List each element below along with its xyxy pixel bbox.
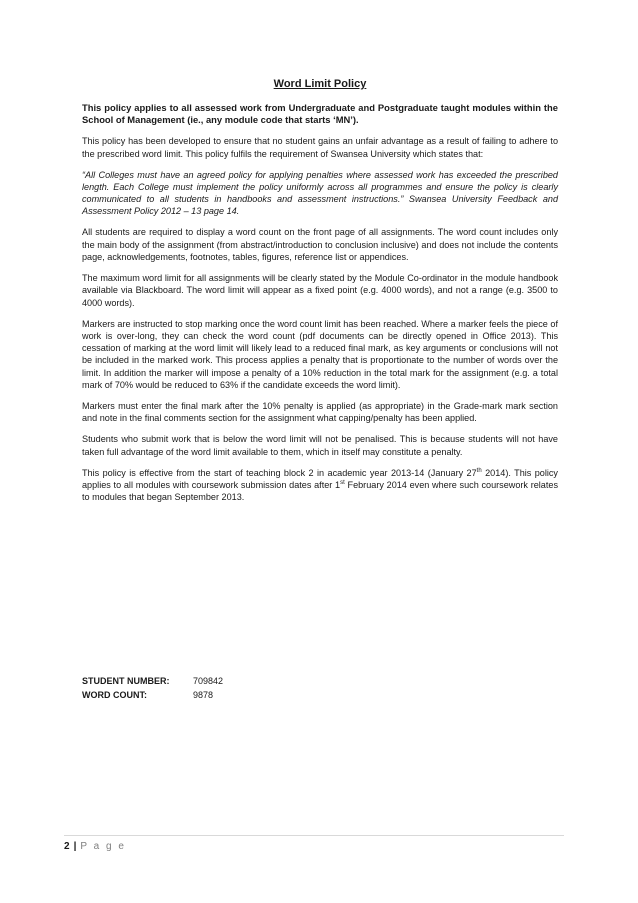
policy-paragraph-final-mark: Markers must enter the final mark after the 10% penalty is applied (as appropriate) in the Grade-mark mark section and note in the final comments section for the assignment what capping/penalty has been applied. <box>82 401 558 424</box>
policy-paragraph-word-count: All students are required to display a word count on the front page of all assignments. The word count includes only the main body of the assignment (from abstract/introduction to conclusion inclusive) and does not include the contents page, acknowledgements, footnotes, tables, figures, reference list or appendices. <box>82 227 558 263</box>
policy-title: Word Limit Policy <box>273 78 367 90</box>
footer-divider <box>64 835 564 836</box>
policy-paragraph-below-limit: Students who submit work that is below the word limit will not be penalised. This is because students will not have taken full advantage of the word limit available to them, which in itself may constitute a penalty. <box>82 434 558 457</box>
policy-paragraph-markers: Markers are instructed to stop marking once the word count limit has been reached. Where a marker feels the piece of work is over-long, they can check the word count (pdf documents can be directly opened in Office 2013). This cessation of marking at the word limit will likely lead to a reduced final mark, as key arguments or conclusions will not be included in the marked work. This process applies a penalty that is proportionate to the number of words over the limit. In addition the marker will impose a penalty of a 10% reduction in the total mark for the assignment (e.g. a total mark of 70% would be reduced to 63% if the candidate exceeds the word limit). <box>82 318 558 391</box>
page-number: 2 <box>64 841 70 852</box>
student-number-row <box>82 674 223 688</box>
policy-paragraph-quote: “All Colleges must have an agreed policy for applying penalties where assessed work has exceeded the prescribed length. Each College must implement the policy uniformly across all programmes and ensure the policy is clearly communicated to all students in handbooks and assessment instructions.” Swansea University Feedback and Assessment Policy 2012 – 13 page 14. <box>82 169 558 217</box>
effective-text-c: February 2014 even where such coursework relates to modules that began September 2013. <box>82 479 558 503</box>
page-separator: | <box>73 841 77 852</box>
student-number-label: STUDENT NUMBER: <box>82 676 170 686</box>
word-count-label: WORD COUNT: <box>82 690 147 700</box>
policy-paragraph-purpose: This policy has been developed to ensure that no student gains an unfair advantage as a result of failing to adhere to the prescribed word limit. This policy fulfils the requirement of Swansea University which states that: <box>82 136 558 159</box>
effective-sup-th: th <box>476 467 482 474</box>
page-label: P a g e <box>80 841 126 852</box>
effective-text-a: This policy is effective from the start of teaching block 2 in academic year 2013-14 (January 27 <box>82 467 477 478</box>
policy-paragraph-scope: This policy applies to all assessed work from Undergraduate and Postgraduate taught modules within the School of Management (ie., any module code that starts ‘MN’). <box>82 102 558 126</box>
student-info <box>82 674 223 702</box>
policy-block <box>82 77 558 512</box>
page-footer <box>64 840 126 854</box>
word-count-row <box>82 688 223 702</box>
word-count-value: 9878 <box>193 690 214 700</box>
student-number-value: 709842 <box>193 676 224 686</box>
policy-paragraph-maximum: The maximum word limit for all assignments will be clearly stated by the Module Co-ordinator in the module handbook available via Blackboard. The word limit will appear as a fixed point (e.g. 4000 words), and not a range (e.g. 3500 to 4000 words). <box>82 273 558 308</box>
effective-text-b: 2014). This policy applies to all modules with coursework submission dates after 1 <box>82 467 558 490</box>
policy-paragraph-effective <box>82 467 558 504</box>
effective-sup-st: st <box>340 479 345 486</box>
